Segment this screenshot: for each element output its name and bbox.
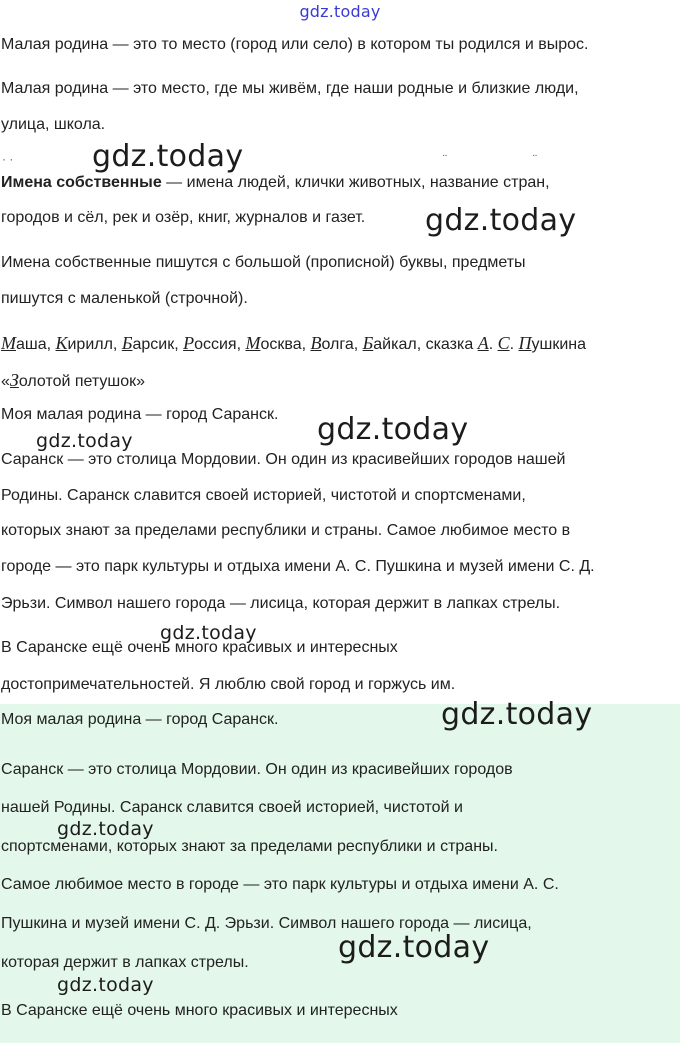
- text-line: Родины. Саранск славится своей историей, чистотой и спортсменами,: [1, 487, 526, 504]
- example-rest: олотой петушок»: [18, 373, 146, 390]
- example-rest: ирилл,: [67, 336, 122, 353]
- capital-letter: А: [477, 333, 489, 353]
- watermark: gdz.today: [425, 203, 577, 238]
- highlighted-line: Пушкина и музей имени С. Д. Эрьзи. Символ нашего города — лисица,: [1, 915, 532, 932]
- example-rest: осква,: [260, 336, 311, 353]
- text-line: Имена собственные пишутся с большой (прописной) буквы, предметы: [1, 254, 526, 271]
- text-line: Моя малая родина — город Саранск.: [1, 406, 279, 423]
- examples-line-2: [1, 370, 145, 392]
- text-line: пишутся с маленькой (строчной).: [1, 290, 248, 307]
- watermark: gdz.today: [160, 622, 257, 644]
- text-line: Эрьзи. Символ нашего города — лисица, которая держит в лапках стрелы.: [1, 595, 561, 612]
- text-line: улица, школа.: [1, 116, 106, 133]
- text-line: Саранск — это столица Мордовии. Он один из красивейших городов нашей: [1, 451, 566, 468]
- text-line: Малая родина — это место, где мы живём, где наши родные и близкие люди,: [1, 80, 579, 97]
- term: Имена собственные: [1, 174, 162, 191]
- stray-mark: · ·: [2, 152, 14, 166]
- capital-letter: М: [1, 333, 16, 353]
- watermark: gdz.today: [441, 697, 593, 732]
- highlighted-line: Саранск — это столица Мордовии. Он один из красивейших городов: [1, 761, 513, 778]
- capital-letter: П: [518, 333, 532, 353]
- watermark: gdz.today: [92, 139, 244, 174]
- watermark: gdz.today: [57, 974, 154, 996]
- watermark: gdz.today: [57, 818, 154, 840]
- stray-mark: ¨: [533, 152, 537, 166]
- highlighted-line: нашей Родины. Саранск славится своей историей, чистотой и: [1, 799, 463, 816]
- example-rest: ушкина: [531, 336, 586, 353]
- capital-letter: З: [9, 370, 19, 390]
- capital-letter: Б: [121, 333, 133, 353]
- example-rest: айкал, сказка: [373, 336, 478, 353]
- watermark: gdz.today: [338, 930, 490, 965]
- text-line: достопримечательностей. Я люблю свой город и горжусь им.: [1, 676, 456, 693]
- watermark: gdz.today: [317, 412, 469, 447]
- definition-text: — имена людей, клички животных, название стран,: [161, 174, 550, 191]
- site-link[interactable]: gdz.today: [299, 2, 381, 21]
- capital-letter: Б: [362, 333, 374, 353]
- text-line: В Саранске ещё очень много красивых и интересных: [1, 639, 398, 656]
- example-rest: аша,: [16, 336, 56, 353]
- example-rest: .: [488, 336, 498, 353]
- capital-letter: Р: [183, 333, 195, 353]
- examples-line: [1, 333, 586, 355]
- highlighted-line: Моя малая родина — город Саранск.: [1, 711, 279, 728]
- capital-letter: М: [245, 333, 261, 353]
- highlighted-line: спортсменами, которых знают за пределами республики и страны.: [1, 838, 498, 855]
- capital-letter: В: [310, 333, 322, 353]
- highlighted-line: Самое любимое место в городе — это парк культуры и отдыха имени А. С.: [1, 876, 559, 893]
- example-rest: олга,: [321, 336, 363, 353]
- stray-mark: ¨: [443, 152, 447, 166]
- definition-line: [1, 173, 550, 193]
- text-line: городов и сёл, рек и озёр, книг, журналов и газет.: [1, 209, 366, 226]
- text-line: городе — это парк культуры и отдыха имени А. С. Пушкина и музей имени С. Д.: [1, 558, 595, 575]
- watermark: gdz.today: [36, 430, 133, 452]
- text-line: Малая родина — это то место (город или село) в котором ты родился и вырос.: [1, 36, 589, 53]
- highlighted-line: которая держит в лапках стрелы.: [1, 954, 249, 971]
- capital-letter: К: [55, 333, 68, 353]
- highlighted-line: В Саранске ещё очень много красивых и интересных: [1, 1002, 398, 1019]
- example-rest: арсик,: [132, 336, 184, 353]
- example-rest: .: [509, 336, 519, 353]
- text-line: которых знают за пределами республики и страны. Самое любимое место в: [1, 522, 571, 539]
- example-rest: оссия,: [194, 336, 246, 353]
- quote-open: «: [1, 373, 10, 390]
- capital-letter: С: [497, 333, 510, 353]
